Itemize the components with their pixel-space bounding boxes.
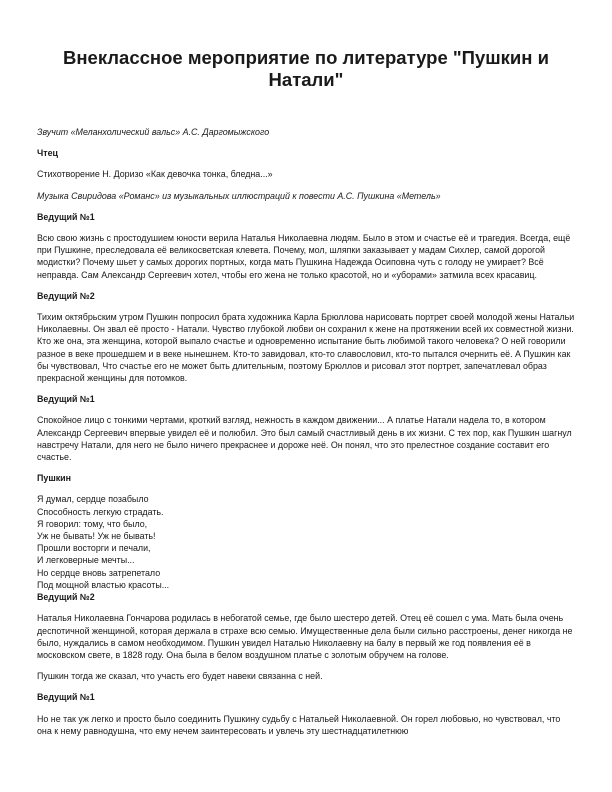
poem-line: И легковерные мечты... [37, 555, 135, 566]
speaker-heading: Ведущий №1 [37, 211, 95, 222]
poem-line: Но сердце вновь затрепетало [37, 567, 161, 578]
stage-direction: Музыка Свиридова «Романс» из музыкальных иллюстраций к повести А.С. Пушкина «Метель» [37, 190, 441, 201]
speaker-heading: Ведущий №1 [37, 394, 95, 405]
poem-line: Способность легкую страдать. [37, 506, 164, 517]
paragraph: Тихим октябрьским утром Пушкин попросил брата художника Карла Брюллова нарисовать портрет своей молодой жены Натальи Николаевны. Он звал её просто - Натали. Чувство глубокой любви он сохранил к жене на протяжении всей их совместной жизни. Кто же она, эта женщина, которой выпало счастье и одновременно испытание быть любимой такого человека? О ней говорили разное в веке прошедшем и в веке нынешнем. Кто-то завидовал, кто-то славословил, кто-то пытался очернить её. А Пушкин как бы чувствовал, Что счастье его не может быть длительным, поэтому Брюллов и рисовал этот портрет, запечатлевал образ прекрасной женщины для потомков. [37, 312, 575, 384]
paragraph: Пушкин тогда же сказал, что участь его будет навеки связанна с ней. [37, 671, 323, 682]
paragraph: Наталья Николаевна Гончарова родилась в небогатой семье, где было шестеро детей. Отец её сошел с ума. Мать была очень деспотичной женщиной, которая держала в страхе всю семью. Имущественные дела были сильно расстроены, денег никогда не было, нуждались в самом необходимом. Пушкин увидел Наталью Николаевну на балу в первый же год появления её в московском свете, в 1828 году. Она была в белом воздушном платье с золотым обручем на голове. [37, 613, 573, 660]
paragraph: Всю свою жизнь с простодушием юности верила Наталья Николаевна людям. Было в этом и счастье её и трагедия. Всегда, ещё при Пушкине, преследовала её великосветская клевета. Почему, мол, шляпки заказывает у мадам Сихлер, самой дорогой модистки? Почему шьет у самых дорогих портных, когда мать Пушкина Надежда Осиповна чуть с голоду не умирает? Всё неправда. Сам Александр Сергеевич хотел, чтобы его жена не только красотой, но и «уборами» затмила всех красавиц. [37, 233, 571, 280]
stage-direction: Звучит «Меланхолический вальс» А.С. Даргомыжского [37, 127, 270, 137]
speaker-heading: Ведущий №1 [37, 692, 95, 703]
poem [37, 493, 575, 591]
speaker-heading: Ведущий №2 [37, 290, 95, 301]
poem-line: Я думал, сердце позабыло [37, 494, 149, 505]
poem-line: Уж не бывать! Уж не бывать! [37, 531, 156, 542]
paragraph: Но не так уж легко и просто было соединить Пушкину судьбу с Натальей Николаевной. Он горел любовью, но чувствовал, что она к нему равнодушна, что ему нечем заинтересовать и увлечь эту шестнадцатилетнюю [37, 713, 561, 736]
speaker-heading: Чтец [37, 148, 58, 159]
poem-line: Под мощной властью красоты... [37, 579, 170, 590]
document-title: Внеклассное мероприятие по литературе "Пушкин и Натали" [63, 47, 549, 90]
speaker-heading: Пушкин [37, 473, 71, 484]
paragraph: Стихотворение Н. Доризо «Как девочка тонка, бледна...» [37, 169, 273, 180]
poem-line: Я говорил: тому, что было, [37, 518, 148, 529]
speaker-heading: Ведущий №2 [37, 592, 95, 603]
poem-line: Прошли восторги и печали, [37, 543, 151, 554]
paragraph: Спокойное лицо с тонкими чертами, кроткий взгляд, нежность в каждом движении... А платье Натали надела то, в котором Александр Сергеевич впервые увидел её и полюбил. Это был самый счастливый день в их жизни. С тех пор, как Пушкин шагнул навстречу Натали, для него не было ничего прекраснее и дороже неё. Он понял, что это прелестное создание составит его счастье. [37, 415, 572, 463]
